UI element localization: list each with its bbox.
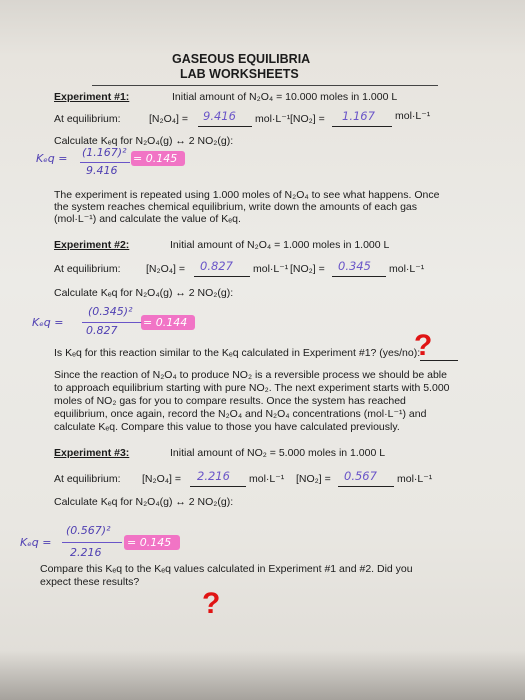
para2-line5: calculate Kₑq. Compare this value to those you have calculated previously. [54, 421, 400, 433]
exp3-red-question-mark: ? [202, 587, 221, 620]
exp2-n2o4-value: 0.827 [200, 259, 233, 273]
exp1-unit2: mol·L⁻¹ [395, 110, 431, 122]
para2-line4: equilibrium, once again, record the N₂O₄ and N₂O₄ concentrations (mol·L⁻¹) and [54, 408, 427, 420]
photo-bottom-shadow [0, 650, 525, 700]
exp3-denominator: 2.216 [70, 546, 102, 559]
exp1-n2o4-value: 9.416 [203, 109, 236, 123]
exp2-no2-value: 0.345 [338, 259, 371, 273]
exp2-keq-handwritten: Kₑq = [32, 316, 64, 329]
exp3-initial: Initial amount of NO₂ = 5.000 moles in 1.000 L [170, 447, 386, 459]
exp2-n2o4-blank [194, 276, 250, 277]
exp3-n2o4-label: [N₂O₄] = [142, 473, 181, 485]
exp1-initial: Initial amount of N₂O₄ = 10.000 moles in 1.000 L [172, 91, 398, 103]
exp3-no2-label: [NO₂] = [296, 473, 331, 485]
exp1-label: Experiment #1: [54, 91, 130, 103]
exp3-fraction-bar [62, 542, 122, 543]
exp3-keq-handwritten: Kₑq = [20, 536, 52, 549]
exp3-answer: = 0.145 [127, 536, 172, 549]
exp2-red-question-mark: ? [414, 329, 433, 362]
exp1-n2o4-blank [198, 126, 252, 127]
exp2-unit2: mol·L⁻¹ [389, 263, 425, 275]
worksheet-title: GASEOUS EQUILIBRIA [172, 52, 311, 66]
para1-line2: the system reaches chemical equilibrium, write down the amounts of each gas [54, 201, 418, 213]
exp2-no2-label: [NO₂] = [290, 263, 325, 275]
exp3-unit1: mol·L⁻¹ [249, 473, 285, 485]
para1-line3: (mol·L⁻¹) and calculate the value of Kₑq. [54, 213, 241, 225]
exp2-initial: Initial amount of N₂O₄ = 1.000 moles in 1.000 L [170, 239, 390, 251]
exp3-calc-prompt: Calculate Kₑq for N₂O₄(g) ↔ 2 NO₂(g): [54, 496, 234, 508]
para1-line1: The experiment is repeated using 1.000 moles of N₂O₄ to see what happens. Once [54, 189, 440, 201]
para2-line3: moles of NO₂ gas for you to compare results. Once the system has reached [54, 395, 406, 407]
exp2-numerator: (0.345)² [88, 305, 133, 318]
exp2-denominator: 0.827 [86, 324, 118, 337]
exp2-unit1: mol·L⁻¹ [253, 263, 289, 275]
exp3-numerator: (0.567)² [66, 524, 111, 537]
exp1-no2-value: 1.167 [342, 109, 375, 123]
exp2-no2-blank [332, 276, 386, 277]
exp2-answer: = 0.144 [143, 316, 188, 329]
exp3-n2o4-blank [190, 486, 246, 487]
exp3-n2o4-value: 2.216 [197, 469, 230, 483]
exp3-compare-line1: Compare this Kₑq to the Kₑq values calculated in Experiment #1 and #2. Did you [40, 563, 413, 575]
exp2-label: Experiment #2: [54, 239, 130, 251]
exp1-no2-blank [332, 126, 392, 127]
worksheet-subtitle: LAB WORKSHEETS [180, 67, 299, 81]
exp2-calc-prompt: Calculate Kₑq for N₂O₄(g) ↔ 2 NO₂(g): [54, 287, 234, 299]
exp1-calc-prompt: Calculate Kₑq for N₂O₄(g) ↔ 2 NO₂(g): [54, 135, 234, 147]
exp2-eq-label: At equilibrium: [54, 263, 121, 275]
exp1-eq-label: At equilibrium: [54, 113, 121, 125]
exp1-fraction-bar [80, 162, 130, 163]
exp2-question: Is Kₑq for this reaction similar to the Kₑq calculated in Experiment #1? (yes/no): [54, 347, 421, 359]
exp2-fraction-bar [82, 322, 142, 323]
exp3-unit2: mol·L⁻¹ [397, 473, 433, 485]
exp3-label: Experiment #3: [54, 447, 130, 459]
exp3-no2-blank [338, 486, 394, 487]
exp1-no2-label: [NO₂] = [290, 113, 325, 125]
exp2-n2o4-label: [N₂O₄] = [146, 263, 185, 275]
header-rule [92, 85, 438, 86]
exp2-answer-blank [420, 360, 458, 361]
exp1-answer: = 0.145 [133, 152, 178, 165]
exp1-unit1: mol·L⁻¹ [255, 113, 291, 125]
exp3-eq-label: At equilibrium: [54, 473, 121, 485]
exp1-n2o4-label: [N₂O₄] = [149, 113, 188, 125]
para2-line1: Since the reaction of N₂O₄ to produce NO₂ is a reversible process we should be able [54, 369, 447, 381]
exp1-numerator: (1.167)² [82, 146, 127, 159]
exp1-keq-handwritten: Kₑq = [36, 152, 68, 165]
exp1-denominator: 9.416 [86, 164, 118, 177]
exp3-no2-value: 0.567 [344, 469, 377, 483]
exp3-compare-line2: expect these results? [40, 576, 140, 588]
para2-line2: to approach equilibrium starting with pure NO₂. The next experiment starts with 5.000 [54, 382, 450, 394]
